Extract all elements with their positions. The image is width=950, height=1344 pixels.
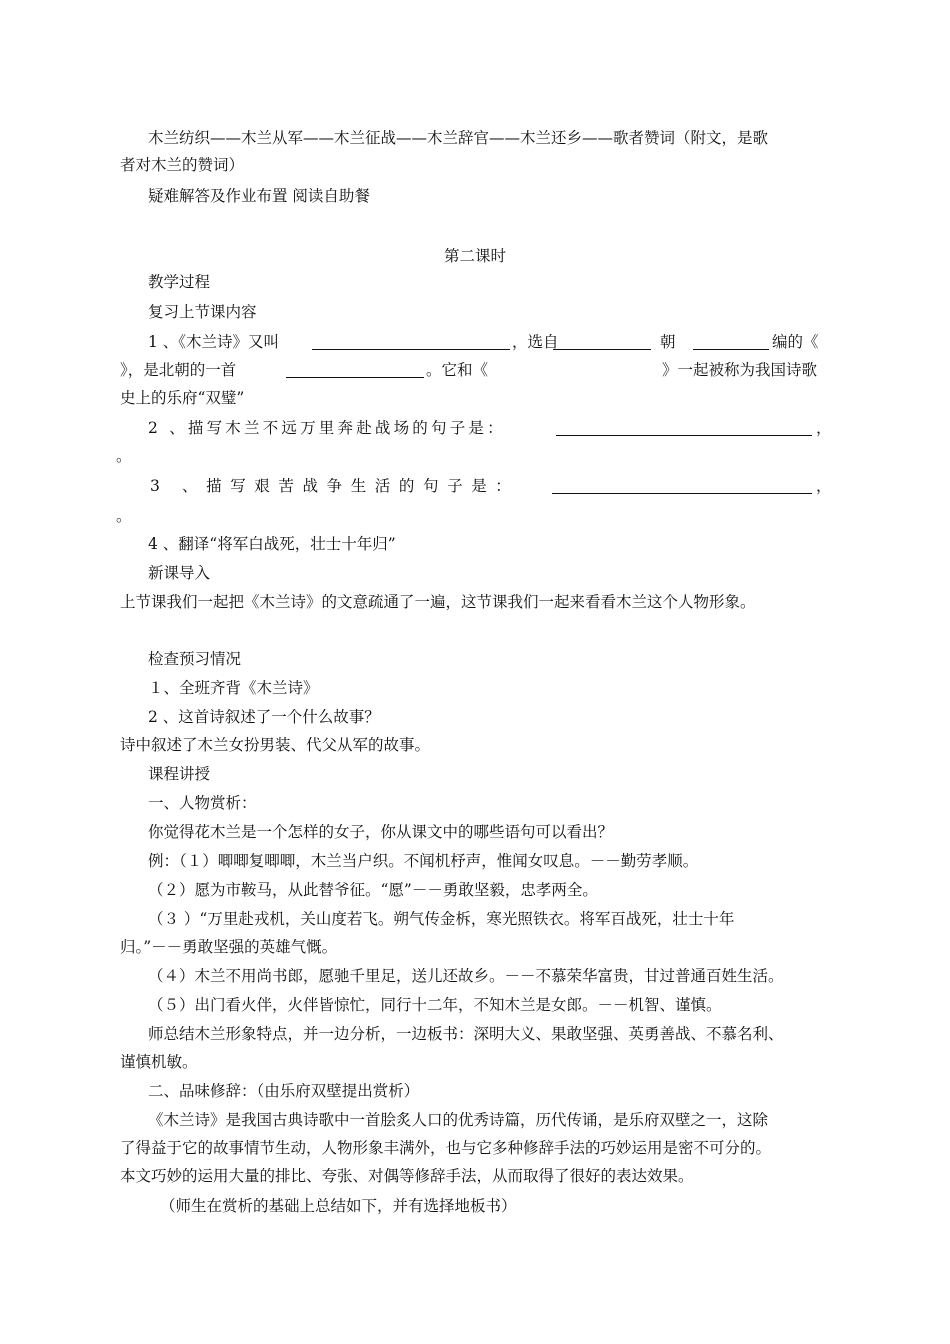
review-heading: 复习上节课内容 — [148, 303, 257, 321]
section-1-question: 你觉得花木兰是一个怎样的女子，你从课文中的哪些语句可以看出？ — [148, 823, 614, 841]
teacher-summary-line-2: 谨慎机敏。 — [120, 1053, 198, 1071]
rhetoric-line-1: 《木兰诗》是我国古典诗歌中一首脍炙人口的优秀诗篇，历代传诵，是乐府双壁之一，这除 — [148, 1111, 769, 1129]
check-preview-heading: 检查预习情况 — [148, 650, 242, 668]
question-2-end: 。 — [116, 447, 132, 465]
question-2-blank — [556, 435, 812, 436]
question-3-blank — [552, 493, 812, 494]
section-1-heading: 一、人物赏析： — [148, 794, 257, 812]
question-1-line2-a: 》，是北朝的一首 — [120, 361, 237, 379]
question-3: 3 、描写艰苦战争生活的句子是： — [150, 477, 520, 495]
intro-paragraph: 上节课我们一起把《木兰诗》的文意疏通了一遍，这节课我们一起来看看木兰这个人物形象。 — [120, 593, 756, 611]
question-1-text-c: 朝 — [660, 333, 676, 351]
question-1-text-d: 编的《 — [772, 333, 819, 351]
example-1: 例：（１）唧唧复唧唧，木兰当户织。不闻机杼声，惟闻女叹息。－－勤劳孝顺。 — [148, 852, 699, 870]
summary-line-2: 者对木兰的赞词） — [120, 156, 245, 174]
lesson-title: 第二课时 — [443, 247, 506, 265]
question-4: 4 、翻译“将军白战死，壮士十年归” — [148, 535, 396, 553]
question-1-line2-c: 》一起被称为我国诗歌 — [662, 361, 818, 379]
question-2-comma: ， — [816, 419, 832, 437]
check-item-2: 2 、这首诗叙述了一个什么故事？ — [148, 708, 380, 726]
new-lesson-heading: 新课导入 — [148, 564, 211, 582]
rhetoric-line-3: 本文巧妙的运用大量的排比、夸张、对偶等修辞手法，从而取得了很好的表达效果。 — [120, 1167, 694, 1185]
teaching-process-heading: 教学过程 — [148, 273, 211, 291]
question-1-line2-b: 。它和《 — [426, 361, 489, 379]
question-1-prefix: 1 、《木兰诗》又叫 — [148, 333, 280, 351]
question-3-end: 。 — [116, 507, 132, 525]
course-lecture-heading: 课程讲授 — [148, 765, 211, 783]
question-1-line3: 史上的乐府“双璧” — [120, 389, 245, 407]
question-2: 2 、描写木兰不远万里奔赴战场的句子是： — [148, 419, 506, 437]
check-item-1: １、全班齐背《木兰诗》 — [148, 679, 319, 697]
question-1-text-b: ，选自 — [512, 333, 559, 351]
qa-homework-heading: 疑难解答及作业布置 阅读自助餐 — [148, 187, 370, 205]
closing-note: （师生在赏析的基础上总结如下，并有选择地板书） — [160, 1197, 517, 1215]
example-2: （２）愿为市鞍马，从此替爷征。“愿”－－勇敢坚毅，忠孝两全。 — [148, 881, 598, 899]
question-3-comma: ， — [816, 477, 832, 495]
section-2-heading: 二、品味修辞：（由乐府双壁提出赏析） — [148, 1082, 420, 1100]
teacher-summary-line-1: 师总结木兰形象特点，并一边分析，一边板书：深明大义、果敢坚强、英勇善战、不慕名利、 — [148, 1025, 784, 1043]
check-answer: 诗中叙述了木兰女扮男装、代父从军的故事。 — [120, 736, 431, 754]
summary-line-1: 木兰纺织——木兰从军——木兰征战——木兰辞官——木兰还乡——歌者赞词（附文，是歌 — [148, 129, 769, 147]
question-1-blank-1 — [312, 349, 510, 350]
example-4: （４）木兰不用尚书郎，愿驰千里足，送儿还故乡。－－不慕荣华富贵，甘过普通百姓生活。 — [148, 967, 784, 985]
rhetoric-line-2: 了得益于它的故事情节生动，人物形象丰满外，也与它多种修辞手法的巧妙运用是密不可分的。 — [120, 1139, 772, 1157]
question-1-blank-4 — [286, 377, 424, 378]
example-3-line-2: 归。”－－勇敢坚强的英雄气慨。 — [120, 938, 338, 956]
example-3-line-1: （３ ）“万里赴戎机，关山度若飞。朔气传金柝，寒光照铁衣。将军百战死，壮士十年 — [148, 910, 735, 928]
example-5: （５）出门看火伴，火伴皆惊忙，同行十二年，不知木兰是女郎。－－机智、谨慎。 — [148, 996, 722, 1014]
question-1-blank-2 — [553, 349, 651, 350]
question-1-blank-3 — [693, 349, 769, 350]
